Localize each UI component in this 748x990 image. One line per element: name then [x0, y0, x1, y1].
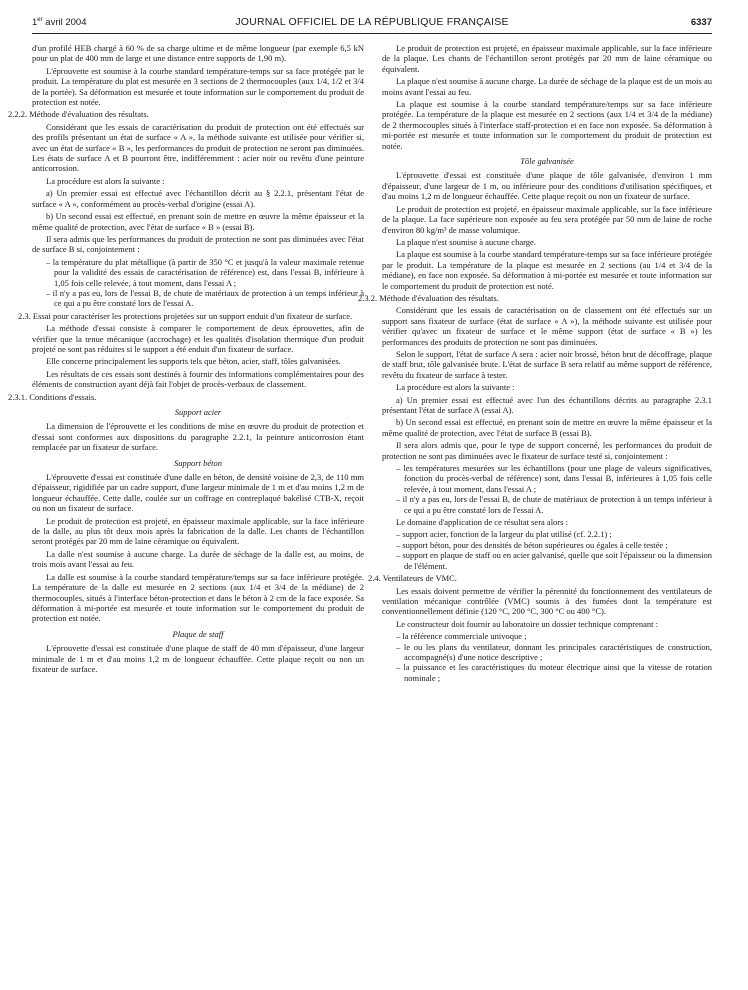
paragraph: La méthode d'essai consiste à comparer le comportement de deux éprouvettes, afin de vérifier que la tenue mécanique (accrochage) et les qualités d'isolation thermique d'un produit projeté ne sont pas réduites si le support a été enduit d'un fixateur de surface.	[32, 323, 364, 354]
list-item: – le ou les plans du ventilateur, donnant les principales caractéristiques de construction, accompagné(s) d'une notice descriptive ;	[382, 642, 712, 663]
paragraph: La dimension de l'éprouvette et les conditions de mise en œuvre du produit de protection et d'essai sont conformes aux dispositions du paragraphe 2.2.1, la peinture anticorrosion étant remplacée par un fixateur de surface.	[32, 421, 364, 453]
section-heading-2-3: 2.3. Essai pour caractériser les protections projetées sur un support enduit d'un fixateur de surface.	[18, 310, 353, 321]
paragraph: Elle concerne principalement les supports tels que béton, acier, staff, tôles galvanisées.	[46, 356, 341, 367]
list-item: – support en plaque de staff ou en acier galvanisé, quelle que soit l'épaisseur ou la dimension de l'élément.	[382, 550, 712, 571]
subtitle-support-beton: Support béton	[174, 457, 222, 468]
paragraph: La plaque n'est soumise à aucune charge. La durée de séchage de la plaque est de un mois au moins avant l'essai au feu.	[382, 76, 712, 97]
paragraph: a) Un premier essai est effectué avec l'un des échantillons décrits au paragraphe 2.3.1 présentant l'état de surface A (essai A).	[382, 394, 712, 415]
page-header	[32, 15, 712, 31]
paragraph: Il sera alors admis que, pour le type de support concerné, les performances du produit de protection ne sont pas diminuées avec le fixateur de surface testé si, conjointement :	[382, 440, 712, 461]
section-heading-2-3-2: 2.3.2. Méthode d'évaluation des résultats.	[358, 292, 499, 303]
list-item: – il n'y a pas eu, lors de l'essai B, de chute de matériaux de protection à un temps inférieur à ce qui a pu être constaté lors de l'essai A.	[32, 288, 364, 309]
paragraph: La procédure est alors la suivante :	[46, 175, 165, 186]
paragraph: L'éprouvette d'essai est constituée d'une dalle en béton, de densité voisine de 2,3, de 110 mm d'épaisseur, rigidifiée par un cadre support, d'une largeur minimale de 1 m et d'au moins 1,2 m de longueur échauffée. Cette dalle, coulée sur un coffrage en contreplaqué bakélisé CTB-X, reçoit ou non un fixateur de surface.	[32, 472, 364, 514]
paragraph: Le produit de protection est projeté, en épaisseur maximale applicable, sur la face inférieure de la dalle, au plus tôt deux mois après la fabrication de la dalle. Les chants de l'échantillon seront protégés par 20 mm de laine céramique ou équivalent.	[32, 515, 364, 547]
list-item: – support acier, fonction de la largeur du plat utilisé (cf. 2.2.1) ;	[382, 529, 712, 539]
paragraph: b) Un second essai est effectué, en prenant soin de mettre en œuvre la même épaisseur et la même qualité de protection, avec l'état de surface « B » (essai B).	[32, 211, 364, 232]
paragraph: Il sera admis que les performances du produit de protection ne sont pas diminuées avec l'état de surface B si, conjointement :	[32, 233, 364, 255]
paragraph: La plaque est soumise à la courbe standard température-temps sur sa face inférieure protégée par le produit. La température de la plaque est mesurée en 2 sections (au 1/4 et 3/4 de la médiane), en face non exposée. Sa déformation à mi-portée est mesurée et toute information sur le comportement du produit de protection est noté.	[382, 249, 713, 291]
application-domain-list	[382, 529, 712, 571]
subtitle-plaque-de-staff: Plaque de staff	[172, 628, 224, 639]
subtitle-tole-galvanisee: Tôle galvanisée	[520, 156, 574, 167]
paragraph: La plaque n'est soumise à aucune charge.	[396, 236, 536, 247]
list-item: – les températures mesurées sur les échantillons (pour une plage de valeurs significatives, fonction du procès-verbal de référence) sont, dans l'essai B, inférieures à 1,05 fois celle relevée, à tout moment, dans l'essai A ;	[382, 463, 712, 494]
paragraph: L'éprouvette d'essai est constituée d'une plaque de staff de 40 mm d'épaisseur, d'une largeur minimale de 1 m et d'au moins 1,2 m de longueur échauffée. Cette plaque reçoit ou non un fixateur de surface.	[32, 643, 364, 674]
paragraph: a) Un premier essai est effectué avec l'échantillon décrit au § 2.2.1, présentant l'état de surface « A », conformément au procès-verbal d'origine (essai A).	[32, 188, 364, 209]
paragraph: La procédure est alors la suivante :	[396, 382, 515, 393]
list-item: – la référence commerciale univoque ;	[382, 631, 712, 641]
header-journal-title: JOURNAL OFFICIEL DE LA RÉPUBLIQUE FRANÇAISE	[235, 16, 509, 28]
paragraph: Le domaine d'application de ce résultat sera alors :	[396, 517, 568, 528]
section-heading-2-4: 2.4. Ventilateurs de VMC.	[368, 573, 457, 584]
paragraph: b) Un second essai est effectué, en prenant soin de mettre en œuvre la même épaisseur et la même qualité de protection, avec l'état de surface B (essai B).	[382, 417, 712, 438]
paragraph: L'éprouvette d'essai est constituée d'une plaque de tôle galvanisée, d'environ 1 mm d'épaisseur, d'une largeur de 1 m, ou inférieure pour des conditions d'utilisation spécifiques, et d'au moins 1,2 m de longueur échauffée. Cette plaque reçoit ou non un fixateur de surface.	[382, 170, 712, 202]
paragraph: Considérant que les essais de caractérisation ou de classement ont été effectués sur un support sans fixateur de surface (état de surface « A »), la méthode suivante est utilisée pour vérifier qu'avec un fixateur de surface et le même support (état de surface « B ») les performances des produits de protection ne sont pas diminuées.	[382, 305, 712, 347]
paragraph: Les résultats de ces essais sont destinés à fournir des informations complémentaires pour des éléments de construction ayant déjà fait l'objet de procès-verbaux de classement.	[32, 368, 364, 390]
paragraph: Le constructeur doit fournir au laboratoire un dossier technique comprenant :	[396, 618, 658, 629]
header-page-number: 6337	[690, 17, 712, 28]
conditions-list	[382, 463, 712, 515]
left-column	[8, 43, 365, 676]
list-item: – la puissance et les caractéristiques du moteur électrique ainsi que la vitesse de rotation nominale ;	[382, 662, 712, 683]
subtitle-support-acier: Support acier	[174, 407, 222, 417]
paragraph: Le produit de protection est projeté, en épaisseur maximale applicable, sur la face inférieure de la plaque. Les chants de l'échantillon seront protégés par 20 mm de laine céramique ou équivalent.	[382, 43, 712, 74]
header-rule	[32, 33, 712, 34]
right-column	[358, 43, 713, 685]
paragraph: La plaque est soumise à la courbe standard température/temps sur sa face inférieure protégée. La température de la plaque est mesurée en 2 sections (aux 1/4 et 3/4 de la médiane) de 2 thermocouples situés à l'interface staff-protection et en face non exposée. Sa déformation à mi-portée est mesurée et toute information sur le comportement du produit de protection est notée.	[382, 99, 712, 151]
list-item: – la température du plat métallique (à partir de 350 °C et jusqu'à la valeur maximale retenue pour la validité des essais de caractérisation de référence) est, dans l'essai B, inférieure à 1,05 fois celle relevée, à tout moment, dans l'essai A ;	[32, 257, 364, 288]
section-heading-2-2-2: 2.2.2. Méthode d'évaluation des résultats.	[8, 109, 149, 120]
conditions-list	[32, 257, 364, 309]
paragraph: d'un profilé HEB chargé à 60 % de sa charge ultime et de même longueur (par exemple 6,5 kN pour un plat de 400 mm de large et une distance entre supports de 1,90 m).	[32, 43, 364, 64]
paragraph: L'éprouvette est soumise à la courbe standard température-temps sur sa face protégée par le produit. La température du plat est mesurée en 3 sections de 2 thermocouples (aux 1/4, 1/2 et 3/4 de la portée). Sa déformation est mesurée et toute information sur le comportement du produit de protection est notée.	[32, 65, 364, 108]
paragraph: Le produit de protection est projeté, en épaisseur maximale applicable, sur la face inférieure de la plaque. La face supérieure non exposée au feu sera protégée par 50 mm de laine de roche d'environ 80 kg/m³ de masse volumique.	[382, 203, 712, 235]
paragraph: Considérant que les essais de caractérisation du produit de protection ont été effectués sur des profils présentant un état de surface « A », la méthode suivante est utilisée pour vérifier si, avec un état de surface « B », les performances du produit de protection ne seront pas diminuées. Les états de surface A et B pourront être, indifféremment : acier noir ou revêtu d'une peinture anticorrosion.	[32, 121, 364, 174]
section-heading-2-3-1: 2.3.1. Conditions d'essais.	[8, 391, 97, 402]
list-item: – support béton, pour des densités de béton supérieures ou égales à celle testée ;	[382, 540, 712, 550]
paragraph: Les essais doivent permettre de vérifier la pérennité du fonctionnement des ventilateurs de ventilation mécanique contrôlée (VMC) soumis à des fumées dont la température est conventionnellement définie (120 °C, 200 °C, 300 °C ou 400 °C).	[382, 585, 712, 617]
header-date: 1er avril 2004	[32, 17, 87, 29]
paragraph: Selon le support, l'état de surface A sera : acier noir brossé, béton brut de décoffrage, plaque de staff brut, tôle galvanisée brute. L'état de surface B sera relatif au même support de référence, revêtu du fixateur de surface à tester.	[382, 348, 712, 380]
paragraph: La dalle est soumise à la courbe standard température/temps sur sa face inférieure protégée. La température de la dalle est mesurée en 2 sections (aux 1/4 et 3/4 de la médiane) de 2 thermocouples, situés à l'interface béton-protection et dans le béton à 2 cm de la face exposée. Sa déformation à mi-portée est mesurée et toute information sur le comportement du produit de protection est notée.	[32, 571, 364, 624]
list-item: – il n'y a pas eu, lors de l'essai B, de chute de matériaux de protection à un temps inférieur à ce qui a pu être constaté lors de l'essai A.	[382, 494, 712, 515]
technical-file-list	[382, 631, 712, 683]
paragraph: La dalle n'est soumise à aucune charge. La durée de séchage de la dalle est, au moins, de trois mois avant l'essai au feu.	[32, 548, 364, 570]
